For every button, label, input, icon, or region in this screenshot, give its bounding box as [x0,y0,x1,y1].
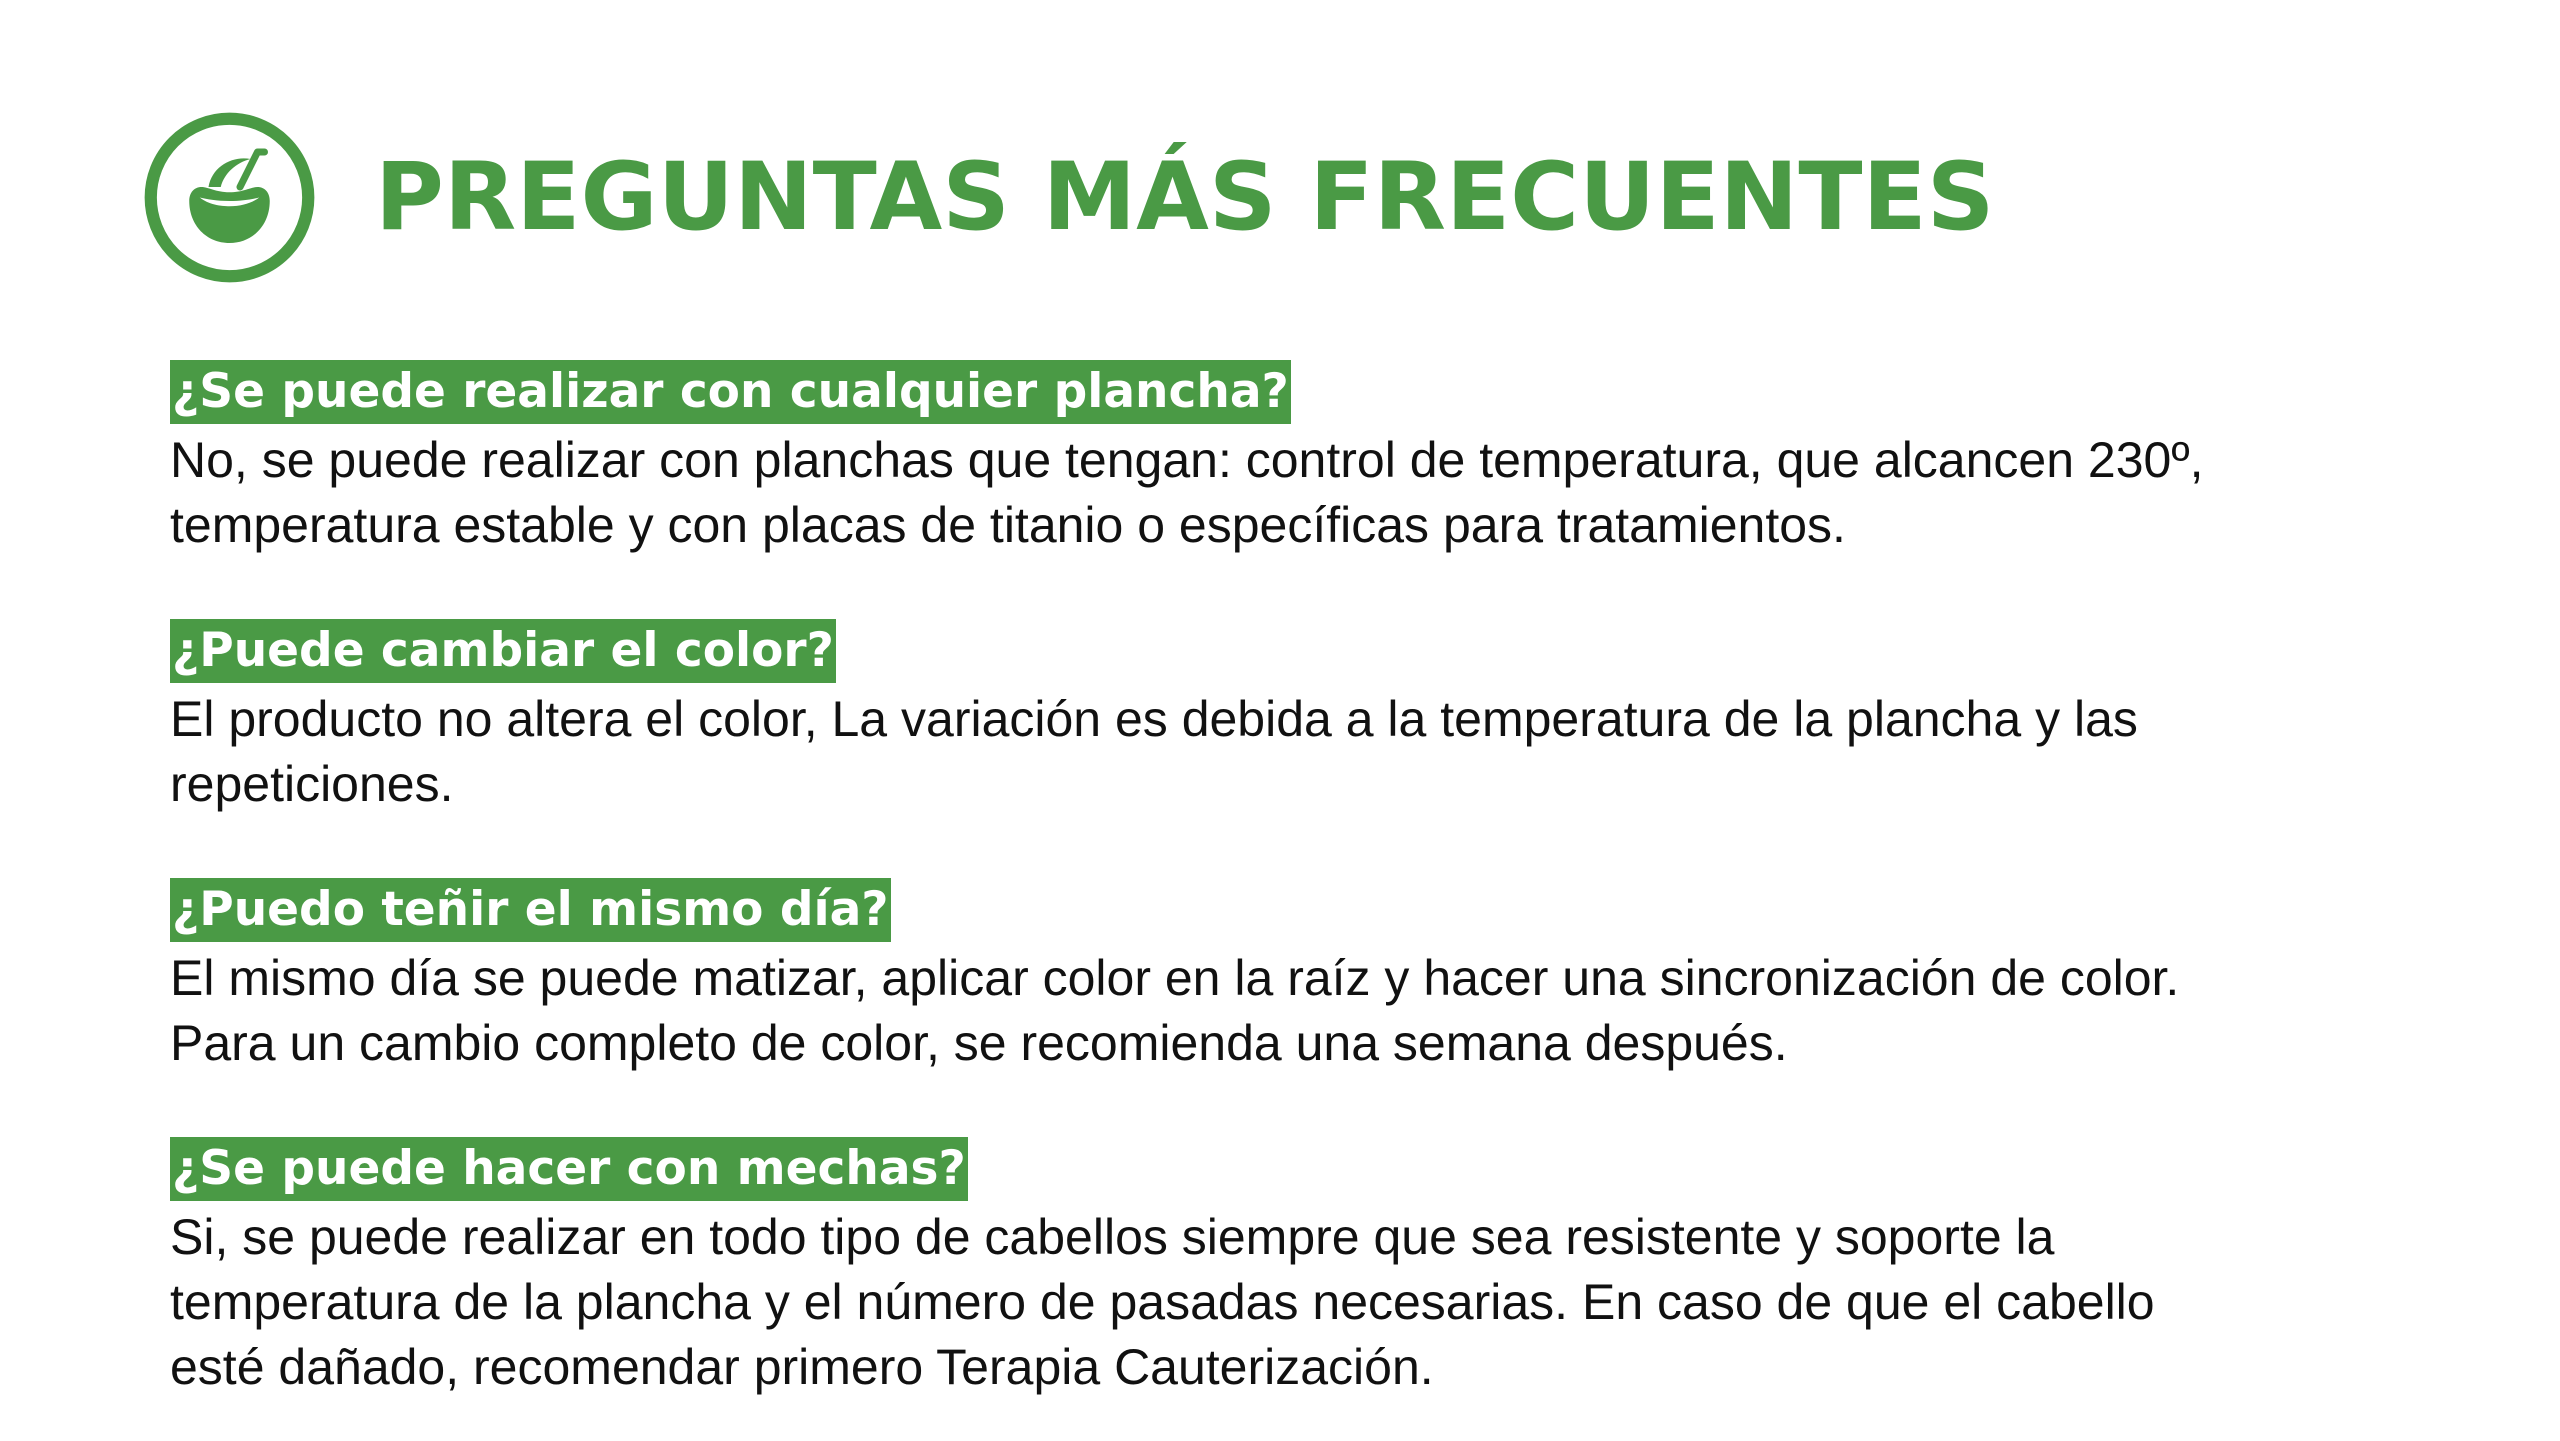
page-header [142,110,1994,285]
faq-item [170,360,2450,558]
faq-answer: El producto no altera el color, La variación es debida a la temperatura de la plancha y las repeticiones. [170,691,2138,812]
faq-question: ¿Se puede hacer con mechas? [170,1137,968,1201]
faq-question: ¿Puede cambiar el color? [170,619,836,683]
faq-answer: No, se puede realizar con planchas que tengan: control de temperatura, que alcancen 230º, temperatura estable y con placas de titanio o específicas para tratamientos. [170,432,2204,553]
page-title: PREGUNTAS MÁS FRECUENTES [375,142,1995,252]
faq-answer: Si, se puede realizar en todo tipo de cabellos siempre que sea resistente y soporte la temperatura de la plancha y el número de pasadas necesarias. En caso de que el cabello esté dañado, recomendar primero Terapia Cauterización. [170,1209,2155,1395]
faq-answer: El mismo día se puede matizar, aplicar color en la raíz y hacer una sincronización de color. Para un cambio completo de color, se recomienda una semana después. [170,950,2180,1071]
faq-item [170,1137,2450,1400]
coconut-logo-icon [142,110,317,285]
faq-item [170,619,2450,817]
faq-item [170,878,2450,1076]
faq-question: ¿Puedo teñir el mismo día? [170,878,891,942]
faq-question: ¿Se puede realizar con cualquier plancha? [170,360,1291,424]
